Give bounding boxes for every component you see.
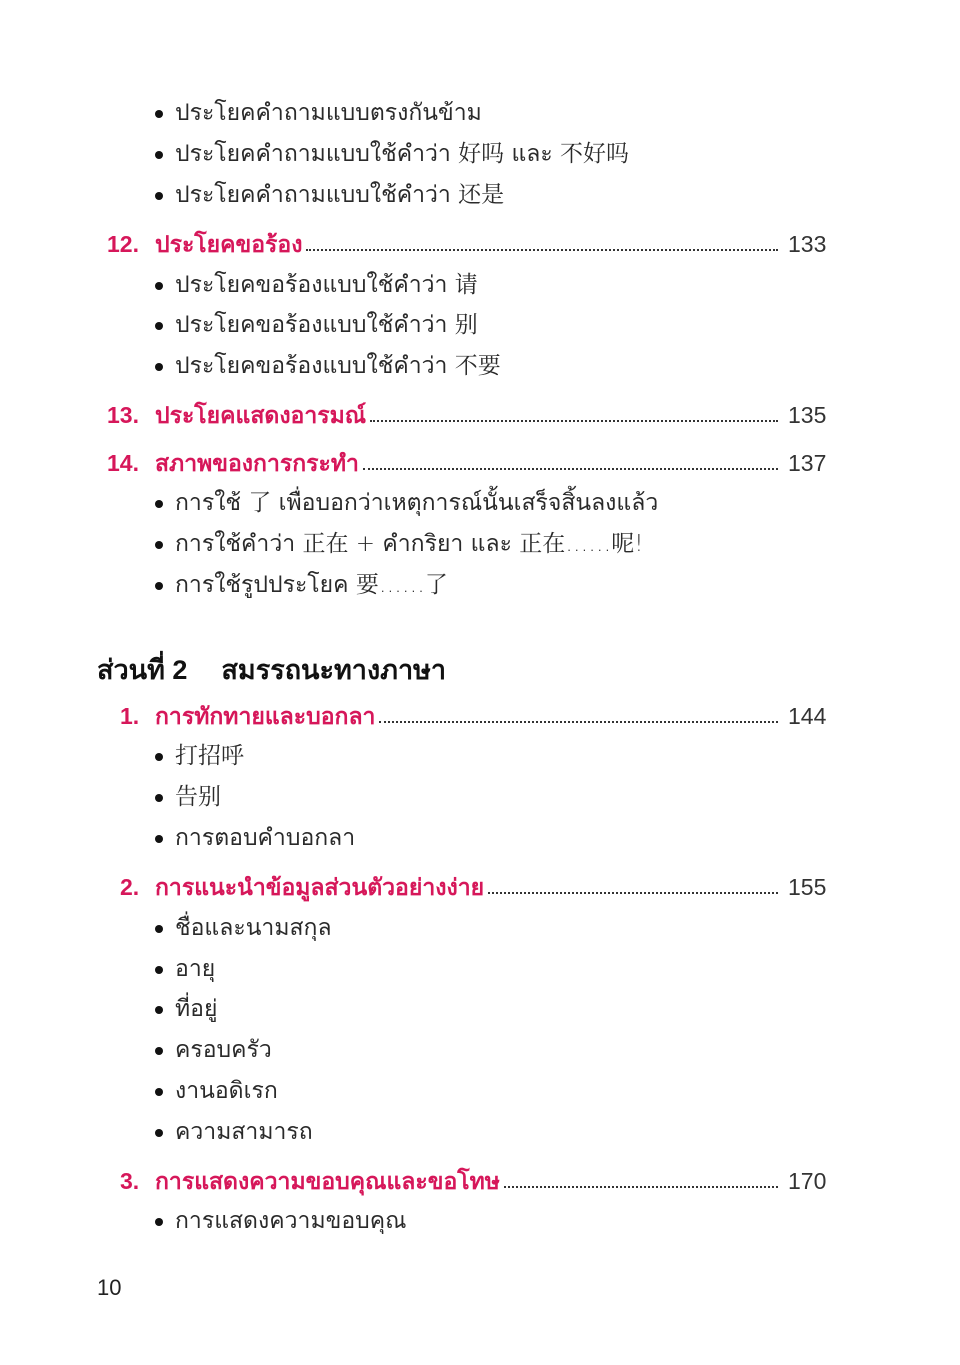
entry-number: 14. [107,450,139,476]
toc-bullet-item [0,781,960,813]
toc-bullet-item [0,487,960,519]
bullet-dot-icon [155,151,163,159]
dot-leader [306,247,778,251]
entry-title: สภาพของการกระทำ [155,450,359,476]
bullet-line [155,912,332,944]
toc-bullet-item [0,569,960,601]
bullet-text: การใช้คำว่า 正在 + คำกริยา และ 正在……呢! [175,531,644,557]
bullet-line [155,138,629,170]
bullet-line [155,269,478,301]
toc-bullet-item [0,912,960,944]
bullet-dot-icon [155,322,163,330]
dot-leader [370,418,778,422]
bullet-line [155,350,501,382]
bullet-text: อายุ [175,956,216,982]
toc-entry[interactable] [0,871,960,903]
entry-title: ประโยคขอร้อง [155,231,303,257]
toc-bullet-item [0,1116,960,1148]
entry-number: 13. [107,402,139,428]
bullet-text: การใช้รูปประโยค 要……了 [175,572,448,598]
toc-bullet-item [0,350,960,382]
bullet-dot-icon [155,192,163,200]
part-label: ส่วนที่ 2 [97,655,188,685]
bullet-line [155,309,478,341]
toc-bullet-item [0,309,960,341]
toc-entry[interactable] [0,1165,960,1197]
part-title: สมรรถนะทางภาษา [221,655,447,685]
entry-title: ประโยคแสดงอารมณ์ [155,402,367,428]
bullet-text: ที่อยู่ [175,996,218,1022]
toc-bullet-item [0,1034,960,1066]
part-heading [97,652,446,688]
bullet-line [155,781,221,813]
toc-entry[interactable] [0,700,960,732]
toc-entry[interactable] [0,447,960,479]
bullet-line [155,1116,313,1148]
bullet-text: การแสดงความขอบคุณ [175,1208,407,1234]
toc-bullet-item [0,1205,960,1237]
bullet-dot-icon [155,541,163,549]
bullet-dot-icon [155,966,163,974]
entry-title: การแนะนำข้อมูลส่วนตัวอย่างง่าย [155,874,485,900]
bullet-line [155,179,504,211]
bullet-text: ประโยคคำถามแบบใช้คำว่า 好吗 และ 不好吗 [175,141,630,167]
page-number: 10 [97,1275,122,1300]
bullet-dot-icon [155,1129,163,1137]
entry-page-number: 137 [788,450,827,476]
bullet-dot-icon [155,925,163,933]
bullet-line [155,993,217,1025]
toc-bullet-item [0,993,960,1025]
dot-leader [379,719,778,723]
entry-number: 12. [107,231,139,257]
dot-leader [488,890,778,894]
bullet-text: งานอดิเรก [175,1078,278,1104]
toc-bullet-item [0,269,960,301]
bullet-line [155,528,643,560]
bullet-dot-icon [155,794,163,802]
toc-entry[interactable] [0,228,960,260]
bullet-text: ประโยคคำถามแบบใช้คำว่า 还是 [175,182,505,208]
bullet-line [155,569,448,601]
entry-title: การทักทายและบอกลา [155,703,376,729]
dot-leader [504,1184,778,1188]
bullet-dot-icon [155,1218,163,1226]
bullet-line [155,1205,406,1237]
bullet-dot-icon [155,835,163,843]
toc-bullet-item [0,528,960,560]
bullet-dot-icon [155,363,163,371]
toc-bullet-item [0,179,960,211]
bullet-dot-icon [155,1047,163,1055]
entry-page-number: 135 [788,402,827,428]
bullet-line [155,97,482,129]
bullet-text: การใช้ 了 เพื่อบอกว่าเหตุการณ์นั้นเสร็จสิ้นลงแล้ว [175,490,659,516]
bullet-text: ประโยคขอร้องแบบใช้คำว่า 不要 [175,353,501,379]
entry-page-number: 144 [788,703,827,729]
toc-bullet-item [0,822,960,854]
entry-number: 2. [120,874,140,900]
bullet-text: ครอบครัว [175,1037,272,1063]
bullet-text: ประโยคคำถามแบบตรงกันข้าม [175,100,482,126]
bullet-text: การตอบคำบอกลา [175,825,356,851]
toc-bullet-item [0,97,960,129]
toc-bullet-item [0,138,960,170]
entry-title: การแสดงความขอบคุณและขอโทษ [155,1168,500,1194]
bullet-line [155,487,658,519]
entry-page-number: 170 [788,1168,827,1194]
bullet-line [155,740,244,772]
bullet-text: 告别 [175,784,221,810]
bullet-dot-icon [155,1006,163,1014]
bullet-text: ประโยคขอร้องแบบใช้คำว่า 请 [175,272,478,298]
entry-number: 1. [120,703,140,729]
bullet-dot-icon [155,1088,163,1096]
bullet-line [155,1075,278,1107]
bullet-dot-icon [155,500,163,508]
bullet-text: ความสามารถ [175,1119,313,1145]
toc-bullet-item [0,740,960,772]
entry-page-number: 133 [788,231,827,257]
bullet-text: ชื่อและนามสกุล [175,915,332,941]
toc-bullet-item [0,1075,960,1107]
bullet-text: 打招呼 [175,743,244,769]
entry-page-number: 155 [788,874,827,900]
bullet-line [155,953,215,985]
entry-number: 3. [120,1168,140,1194]
bullet-dot-icon [155,753,163,761]
toc-entry[interactable] [0,399,960,431]
bullet-dot-icon [155,282,163,290]
bullet-text: ประโยคขอร้องแบบใช้คำว่า 别 [175,312,478,338]
toc-bullet-item [0,953,960,985]
dot-leader [363,466,778,470]
bullet-line [155,1034,272,1066]
bullet-dot-icon [155,582,163,590]
bullet-line [155,822,355,854]
bullet-dot-icon [155,110,163,118]
